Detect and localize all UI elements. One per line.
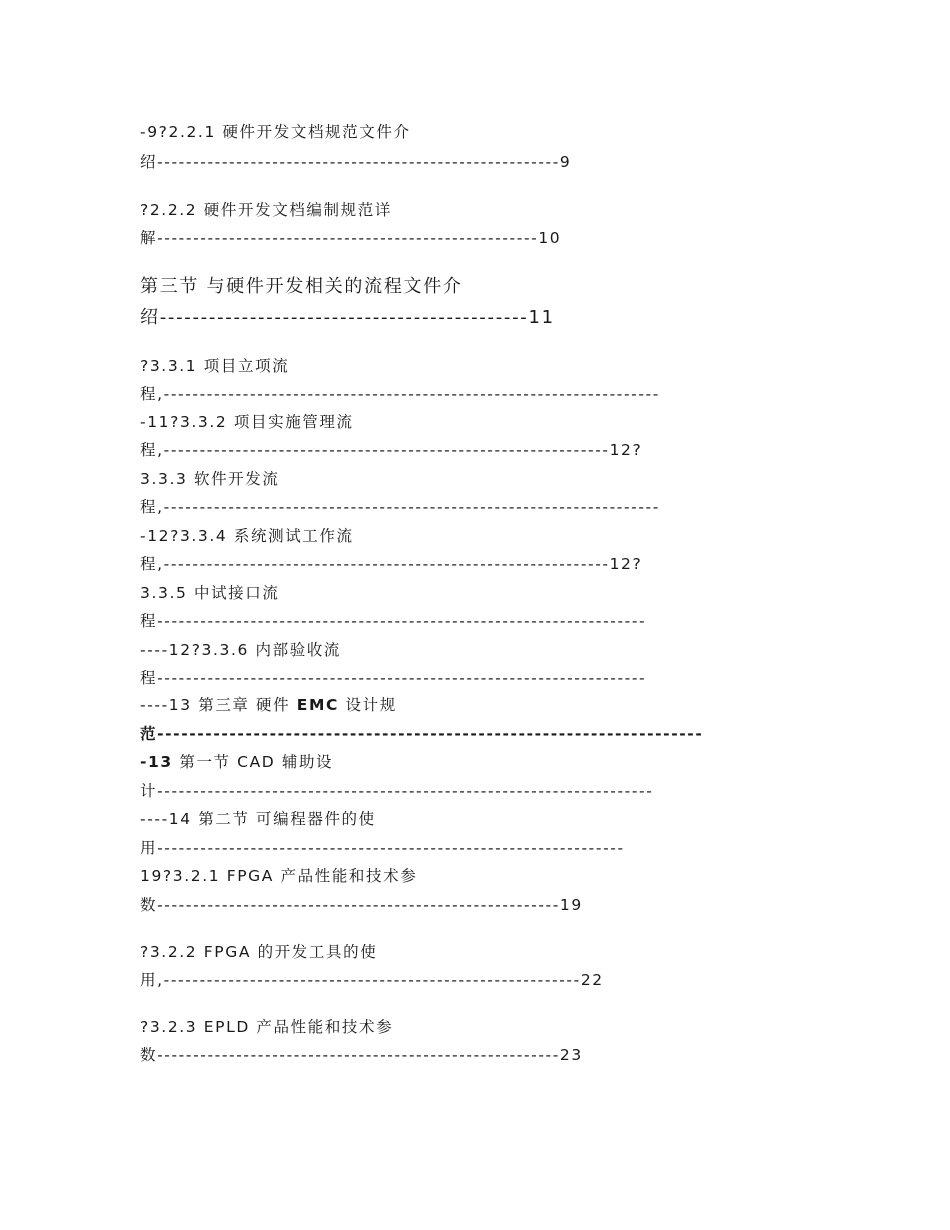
- toc-line: 范--------------------------------------------------------------------: [140, 725, 704, 743]
- toc-line: 程,---------------------------------------------------------------------: [140, 498, 660, 516]
- toc-line: 程--------------------------------------------------------------------: [140, 669, 647, 687]
- toc-line: 19?3.2.1 FPGA 产品性能和技术参: [140, 867, 418, 885]
- toc-line: 绍--------------------------------------------------------9: [140, 153, 572, 171]
- toc-line: 计---------------------------------------------------------------------: [140, 782, 654, 800]
- toc-line: 程,--------------------------------------------------------------12?: [140, 441, 643, 459]
- toc-line: 绍---------------------------------------------11: [140, 307, 555, 328]
- toc-line: -11?3.3.2 项目实施管理流: [140, 413, 354, 431]
- toc-line: 程,--------------------------------------------------------------12?: [140, 555, 643, 573]
- toc-line: ?3.2.2 FPGA 的开发工具的使: [140, 943, 378, 961]
- toc-line: 数--------------------------------------------------------23: [140, 1046, 583, 1064]
- emc-bold-text: EMC: [296, 696, 339, 714]
- toc-line: 程,---------------------------------------------------------------------: [140, 385, 660, 403]
- toc-line: ?3.3.1 项目立项流: [140, 357, 290, 375]
- page-number-bold: -13: [140, 753, 173, 771]
- toc-line: -9?2.2.1 硬件开发文档规范文件介: [140, 123, 411, 141]
- toc-line: 数--------------------------------------------------------19: [140, 896, 583, 914]
- toc-line: 3.3.5 中试接口流: [140, 584, 280, 602]
- toc-line: ----12?3.3.6 内部验收流: [140, 641, 341, 659]
- toc-line: -12?3.3.4 系统测试工作流: [140, 527, 354, 545]
- toc-line: 3.3.3 软件开发流: [140, 470, 280, 488]
- toc-section-heading: 第三节 与硬件开发相关的流程文件介: [140, 276, 463, 297]
- toc-chapter-line: ----13 第三章 硬件 EMC 设计规: [140, 696, 397, 714]
- toc-line: ----14 第二节 可编程器件的使: [140, 810, 376, 828]
- toc-line: 用-----------------------------------------------------------------: [140, 839, 625, 857]
- toc-line: 解-----------------------------------------------------10: [140, 229, 562, 247]
- toc-line: 程--------------------------------------------------------------------: [140, 612, 647, 630]
- toc-line: 用,----------------------------------------------------------22: [140, 971, 604, 989]
- toc-line: ?3.2.3 EPLD 产品性能和技术参: [140, 1018, 394, 1036]
- toc-line: ?2.2.2 硬件开发文档编制规范详: [140, 201, 392, 219]
- toc-line: -13 第一节 CAD 辅助设: [140, 753, 334, 771]
